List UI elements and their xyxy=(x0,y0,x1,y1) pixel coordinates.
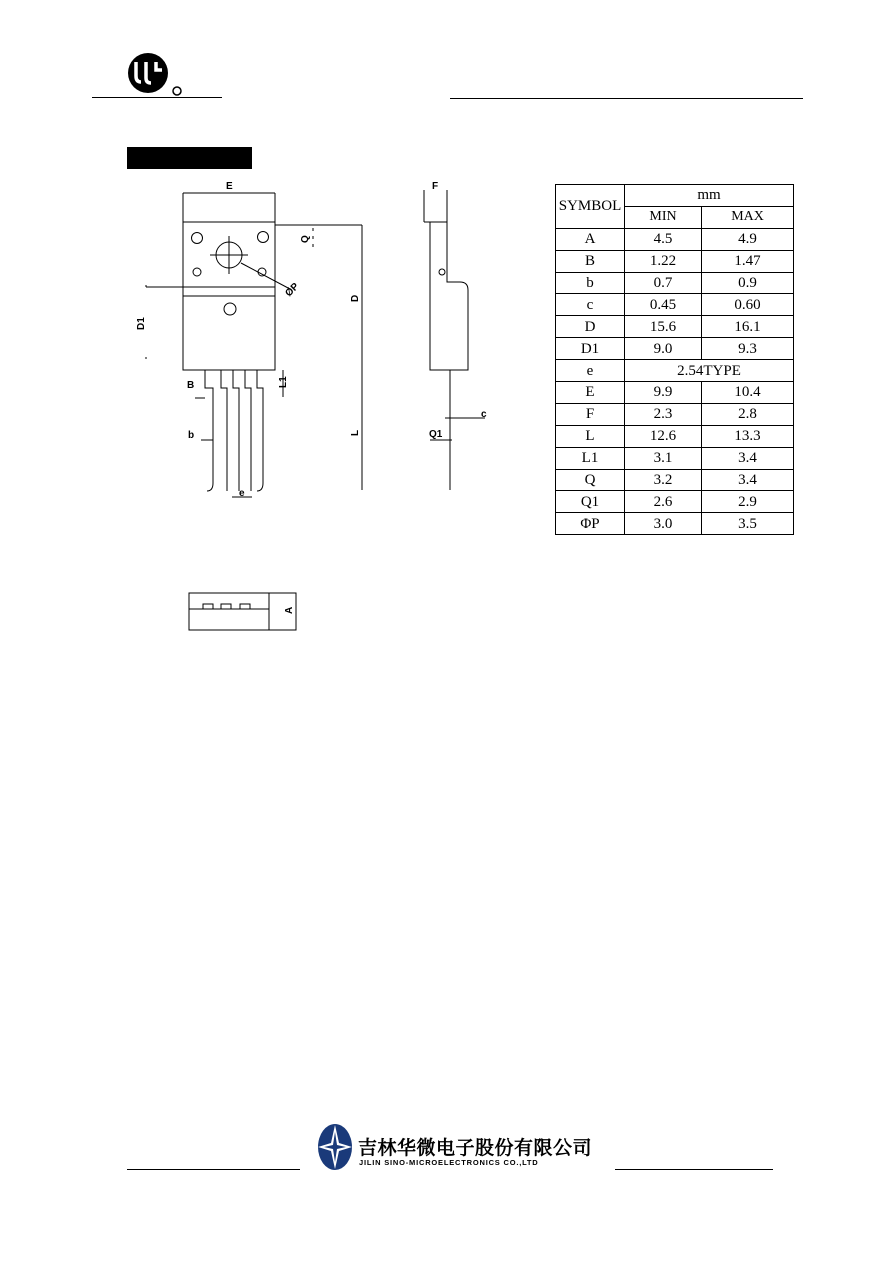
table-row: Q1 2.6 2.9 xyxy=(556,491,794,513)
dim-label-L: L xyxy=(350,429,361,436)
dim-label-B: B xyxy=(187,380,195,391)
table-row: B 1.22 1.47 xyxy=(556,250,794,272)
footer-rule-left xyxy=(127,1169,300,1170)
dim-label-b: b xyxy=(188,430,195,441)
company-name-cn: 吉林华微电子股份有限公司 xyxy=(358,1137,593,1159)
dim-label-F: F xyxy=(432,181,439,192)
dim-label-c: c xyxy=(481,409,487,420)
table-row: b 0.7 0.9 xyxy=(556,272,794,294)
dim-label-L1: L1 xyxy=(278,376,289,388)
dim-label-Q1: Q1 xyxy=(429,429,443,440)
min-header: MIN xyxy=(625,206,702,228)
dim-label-P: ØP xyxy=(283,281,302,300)
star-compass-logo-icon xyxy=(316,1122,354,1172)
table-row: Q 3.2 3.4 xyxy=(556,469,794,491)
dim-label-e: e xyxy=(239,488,245,499)
table-row: E 9.9 10.4 xyxy=(556,382,794,404)
table-row: F 2.3 2.8 xyxy=(556,403,794,425)
table-row: c 0.45 0.60 xyxy=(556,294,794,316)
dim-label-Q: Q xyxy=(300,235,311,243)
unit-header: mm xyxy=(625,185,794,207)
dimension-table xyxy=(555,184,794,535)
max-header: MAX xyxy=(702,206,794,228)
company-name-en: JILIN SINO-MICROELECTRONICS CO.,LTD xyxy=(359,1158,539,1167)
table-row: D1 9.0 9.3 xyxy=(556,338,794,360)
dim-label-E: E xyxy=(226,181,233,192)
dim-label-D: D xyxy=(350,294,361,302)
table-row: e 2.54TYPE xyxy=(556,360,794,382)
table-row: L 12.6 13.3 xyxy=(556,425,794,447)
symbol-header: SYMBOL xyxy=(556,185,625,229)
dim-label-A: A xyxy=(284,606,295,614)
table-row: D 15.6 16.1 xyxy=(556,316,794,338)
dim-label-D1: D1 xyxy=(136,317,147,330)
footer-rule-right xyxy=(615,1169,773,1170)
table-row: L1 3.1 3.4 xyxy=(556,447,794,469)
table-row: ΦP 3.0 3.5 xyxy=(556,513,794,535)
table-row: A 4.5 4.9 xyxy=(556,228,794,250)
